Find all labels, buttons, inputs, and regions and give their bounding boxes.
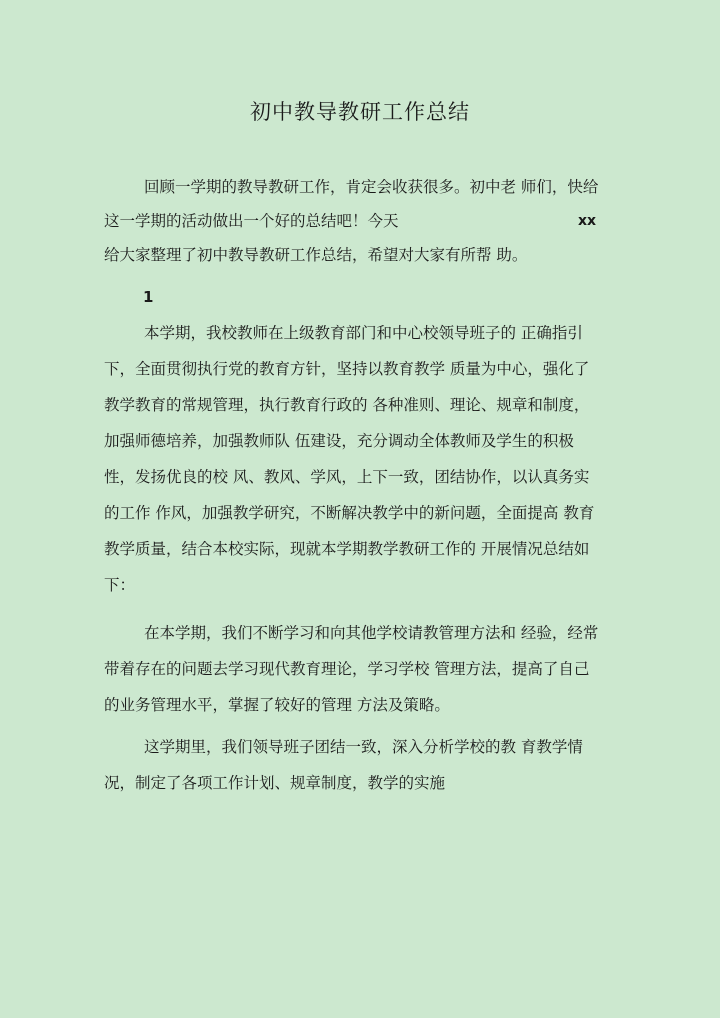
para1-line: 本学期，我校教师在上级教育部门和中心校领导班子的 正确指引	[144, 324, 583, 342]
para2-line: 的业务管理水平，掌握了较好的管理 方法及策略。	[104, 696, 450, 714]
para1-line: 性，发扬优良的校 风、教风、学风，上下一致，团结协作，以认真务实	[104, 468, 590, 486]
section-number: 1	[143, 288, 154, 306]
para2-line: 在本学期，我们不断学习和向其他学校请教管理方法和 经验，经常	[144, 624, 599, 642]
para3-line: 这学期里，我们领导班子团结一致，深入分析学校的教 育教学情	[144, 738, 583, 756]
intro-line-3: 给大家整理了初中教导教研工作总结，希望对大家有所帮 助。	[104, 246, 528, 264]
document-title: 初中教导教研工作总结	[250, 100, 470, 124]
para3-line: 况，制定了各项工作计划、规章制度，教学的实施	[104, 774, 446, 792]
intro-placeholder-xx: xx	[578, 213, 597, 229]
intro-line-1: 回顾一学期的教导教研工作，肯定会收获很多。初中老 师们，快给	[144, 178, 599, 196]
intro-line-2: 这一学期的活动做出一个好的总结吧！今天	[104, 212, 399, 230]
para1-line: 的工作 作风，加强教学研究，不断解决教学中的新问题，全面提高 教育	[104, 504, 595, 522]
para1-line: 下，全面贯彻执行党的教育方针，坚持以教育教学 质量为中心，强化了	[104, 360, 590, 378]
para1-line: 教学质量，结合本校实际，现就本学期教学教研工作的 开展情况总结如	[104, 540, 590, 558]
para1-line: 加强师德培养，加强教师队 伍建设，充分调动全体教师及学生的积极	[104, 432, 574, 450]
para1-line: 教学教育的常规管理，执行教育行政的 各种准则、理论、规章和制度，	[104, 396, 590, 414]
para2-line: 带着存在的问题去学习现代教育理论，学习学校 管理方法，提高了自己	[104, 660, 590, 678]
para1-line: 下：	[104, 576, 136, 594]
